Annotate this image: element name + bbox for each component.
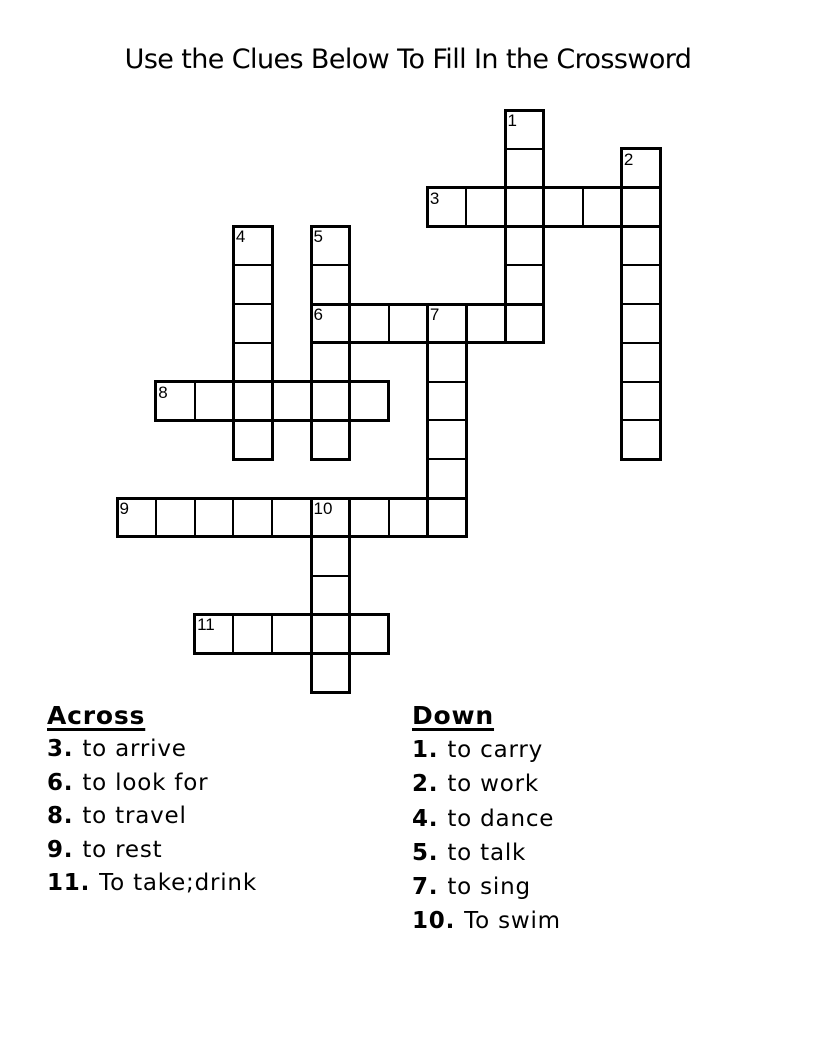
clue-item-across-11	[47, 867, 257, 901]
cell-number-5: 5	[313, 227, 323, 247]
cell-number-3: 3	[429, 188, 440, 208]
crossword-cell-c8-r6[interactable]	[426, 342, 467, 383]
clue-text: To swim	[464, 908, 561, 935]
clue-number: 9.	[47, 836, 74, 863]
crossword-cell-c8-r7[interactable]	[426, 381, 467, 422]
crossword-cell-c6-r5[interactable]	[349, 303, 390, 344]
crossword-cell-c5-r5[interactable]	[310, 303, 351, 344]
crossword-cell-c11-r2[interactable]	[543, 187, 584, 228]
across-heading: Across	[47, 701, 146, 730]
cell-number-9: 9	[119, 499, 129, 518]
crossword-cell-c7-r5[interactable]	[388, 303, 429, 344]
crossword-cell-c4-r10[interactable]	[271, 497, 312, 538]
clue-text: to rest	[82, 836, 163, 863]
clue-text: to arrive	[82, 736, 187, 762]
clue-item-across-8	[47, 800, 257, 834]
crossword-cell-c5-r3[interactable]	[310, 225, 351, 266]
crossword-cell-c0-r10[interactable]	[116, 497, 157, 538]
crossword-cell-c10-r4[interactable]	[504, 264, 545, 305]
clue-number: 8.	[47, 803, 74, 830]
cell-number-4: 4	[235, 227, 246, 247]
page-title: Use the Clues Below To Fill In the Crossword	[124, 44, 692, 75]
crossword-cell-c1-r10[interactable]	[155, 497, 196, 538]
clue-item-across-9	[47, 834, 257, 868]
clue-text: to sing	[447, 874, 531, 901]
crossword-cell-c5-r6[interactable]	[310, 342, 351, 383]
crossword-cell-c9-r2[interactable]	[465, 187, 506, 228]
clue-number: 2.	[412, 771, 439, 798]
clue-number: 6.	[47, 769, 74, 796]
crossword-cell-c3-r8[interactable]	[232, 419, 273, 460]
crossword-cell-c5-r12[interactable]	[310, 575, 351, 616]
cell-number-8: 8	[158, 382, 168, 402]
clue-item-down-7	[412, 870, 561, 904]
crossword-cell-c3-r10[interactable]	[232, 497, 273, 538]
clue-number: 3.	[47, 736, 74, 762]
crossword-cell-c10-r0[interactable]	[504, 109, 545, 150]
crossword-cell-c13-r7[interactable]	[620, 381, 661, 422]
crossword-cell-c6-r13[interactable]	[349, 613, 390, 654]
crossword-cell-c3-r4[interactable]	[232, 264, 273, 305]
crossword-cell-c5-r11[interactable]	[310, 536, 351, 577]
crossword-cell-c4-r13[interactable]	[271, 613, 312, 654]
crossword-cell-c13-r2[interactable]	[620, 187, 661, 228]
crossword-cell-c3-r6[interactable]	[232, 342, 273, 383]
crossword-cell-c3-r13[interactable]	[232, 613, 273, 654]
across-clues-section	[47, 699, 257, 901]
crossword-cell-c10-r5[interactable]	[504, 303, 545, 344]
clue-number: 1.	[412, 737, 439, 763]
crossword-cell-c5-r7[interactable]	[310, 381, 351, 422]
crossword-cell-c13-r3[interactable]	[620, 225, 661, 266]
crossword-cell-c13-r5[interactable]	[620, 303, 661, 344]
crossword-cell-c13-r6[interactable]	[620, 342, 661, 383]
cell-number-1: 1	[507, 111, 517, 130]
clue-item-down-5	[412, 836, 561, 870]
crossword-cell-c2-r10[interactable]	[194, 497, 235, 538]
crossword-cell-c8-r5[interactable]	[426, 303, 467, 344]
down-heading: Down	[412, 701, 495, 730]
crossword-cell-c10-r2[interactable]	[504, 187, 545, 228]
crossword-cell-c3-r5[interactable]	[232, 303, 273, 344]
crossword-cell-c10-r3[interactable]	[504, 225, 545, 266]
clue-item-down-10	[412, 904, 561, 938]
crossword-cell-c8-r8[interactable]	[426, 419, 467, 460]
crossword-cell-c6-r10[interactable]	[349, 497, 390, 538]
clue-text: to travel	[82, 803, 187, 830]
crossword-cell-c5-r14[interactable]	[310, 652, 351, 693]
crossword-cell-c3-r7[interactable]	[232, 381, 273, 422]
crossword-cell-c7-r10[interactable]	[388, 497, 429, 538]
clue-item-down-2	[412, 767, 561, 801]
crossword-cell-c13-r4[interactable]	[620, 264, 661, 305]
crossword-cell-c5-r4[interactable]	[310, 264, 351, 305]
clue-item-across-3	[47, 733, 257, 767]
crossword-cell-c8-r9[interactable]	[426, 458, 467, 499]
clue-item-down-1	[412, 733, 561, 767]
crossword-cell-c5-r8[interactable]	[310, 419, 351, 460]
clue-text: to talk	[447, 839, 527, 866]
crossword-cell-c1-r7[interactable]	[155, 381, 196, 422]
crossword-cell-c4-r7[interactable]	[271, 381, 312, 422]
clue-item-down-4	[412, 802, 561, 836]
crossword-cell-c6-r7[interactable]	[349, 381, 390, 422]
crossword-cell-c13-r8[interactable]	[620, 419, 661, 460]
clue-number: 4.	[412, 805, 439, 832]
crossword-cell-c2-r7[interactable]	[194, 381, 235, 422]
cell-number-7: 7	[429, 305, 440, 324]
crossword-cell-c3-r3[interactable]	[232, 225, 273, 266]
cell-number-2: 2	[623, 149, 634, 169]
cell-number-10: 10	[313, 499, 333, 518]
clue-text: to look for	[82, 769, 209, 796]
crossword-cell-c12-r2[interactable]	[582, 187, 623, 228]
clue-text: to carry	[447, 737, 544, 763]
crossword-cell-c8-r2[interactable]	[426, 187, 467, 228]
crossword-cell-c13-r1[interactable]	[620, 148, 661, 189]
across-clue-list	[47, 733, 257, 901]
crossword-cell-c5-r10[interactable]	[310, 497, 351, 538]
down-clues-section	[412, 699, 561, 939]
crossword-cell-c5-r13[interactable]	[310, 613, 351, 654]
clue-number: 10.	[412, 908, 456, 935]
crossword-cell-c8-r10[interactable]	[426, 497, 467, 538]
crossword-cell-c10-r1[interactable]	[504, 148, 545, 189]
clue-text: to dance	[447, 805, 555, 832]
crossword-cell-c2-r13[interactable]	[194, 613, 235, 654]
clue-text: to work	[447, 771, 540, 798]
clue-number: 7.	[412, 874, 439, 901]
clue-item-across-6	[47, 767, 257, 801]
clue-text: To take;drink	[99, 870, 257, 897]
clue-number: 5.	[412, 839, 439, 866]
down-clue-list	[412, 733, 561, 939]
cell-number-6: 6	[313, 305, 323, 324]
clue-number: 11.	[47, 870, 91, 897]
crossword-cell-c9-r5[interactable]	[465, 303, 506, 344]
cell-number-11: 11	[197, 615, 215, 635]
